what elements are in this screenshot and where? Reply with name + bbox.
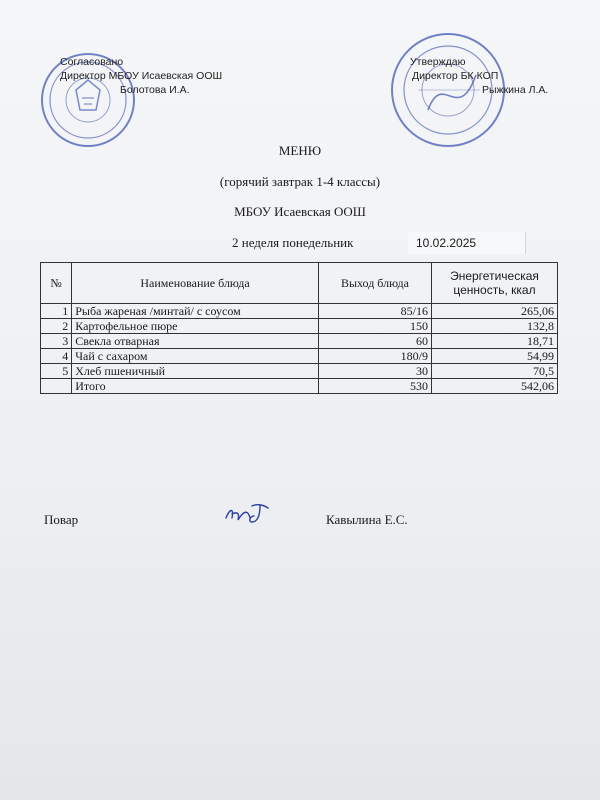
approval-left-line2: Директор МБОУ Исаевская ООШ — [60, 70, 223, 82]
row-energy: 132,8 — [431, 319, 557, 334]
row-num: 3 — [41, 334, 72, 349]
row-name: Рыба жареная /минтай/ с соусом — [72, 304, 319, 319]
header-energy-line1: Энергетическая — [450, 269, 539, 283]
total-energy: 542,06 — [431, 379, 557, 394]
row-num: 2 — [41, 319, 72, 334]
row-energy: 70,5 — [431, 364, 557, 379]
row-num: 4 — [41, 349, 72, 364]
header-output: Выход блюда — [318, 263, 431, 304]
table-row — [41, 319, 558, 334]
approval-left-line3: Болотова И.А. — [120, 84, 190, 96]
header-energy — [431, 263, 557, 304]
week-day-label: 2 неделя понедельник — [232, 235, 354, 250]
approval-right-line2: Директор БК КОП — [412, 70, 499, 82]
row-output: 30 — [318, 364, 431, 379]
table-row — [41, 334, 558, 349]
menu-date: 10.02.2025 — [408, 232, 526, 254]
row-num: 1 — [41, 304, 72, 319]
cook-label: Повар — [44, 512, 79, 527]
cook-name: Кавылина Е.С. — [326, 512, 408, 527]
row-output: 85/16 — [318, 304, 431, 319]
row-energy: 265,06 — [431, 304, 557, 319]
page-subtitle: (горячий завтрак 1-4 классы) — [219, 174, 381, 189]
row-name: Хлеб пшеничный — [72, 364, 319, 379]
row-output: 60 — [318, 334, 431, 349]
table-header-row — [41, 263, 558, 304]
row-output: 150 — [318, 319, 431, 334]
approval-left-line1: Согласовано — [60, 56, 124, 68]
row-output: 180/9 — [318, 349, 431, 364]
row-energy: 54,99 — [431, 349, 557, 364]
header-name: Наименование блюда — [72, 263, 319, 304]
total-num — [41, 379, 72, 394]
header-energy-line2: ценность, ккал — [453, 283, 536, 297]
table-total-row — [41, 379, 558, 394]
row-energy: 18,71 — [431, 334, 557, 349]
row-name: Свекла отварная — [72, 334, 319, 349]
row-name: Чай с сахаром — [72, 349, 319, 364]
page-title: МЕНЮ — [278, 143, 322, 158]
approval-right-line3: Рыжкина Л.А. — [482, 84, 549, 96]
total-label: Итого — [72, 379, 319, 394]
cook-signature — [222, 500, 278, 526]
menu-table — [40, 262, 558, 394]
row-num: 5 — [41, 364, 72, 379]
row-name: Картофельное пюре — [72, 319, 319, 334]
table-row — [41, 349, 558, 364]
table-row — [41, 304, 558, 319]
total-output: 530 — [318, 379, 431, 394]
school-name: МБОУ Исаевская ООШ — [234, 204, 366, 219]
table-row — [41, 364, 558, 379]
approval-right-line1: Утверждаю — [410, 56, 466, 68]
header-num: № — [41, 263, 72, 304]
